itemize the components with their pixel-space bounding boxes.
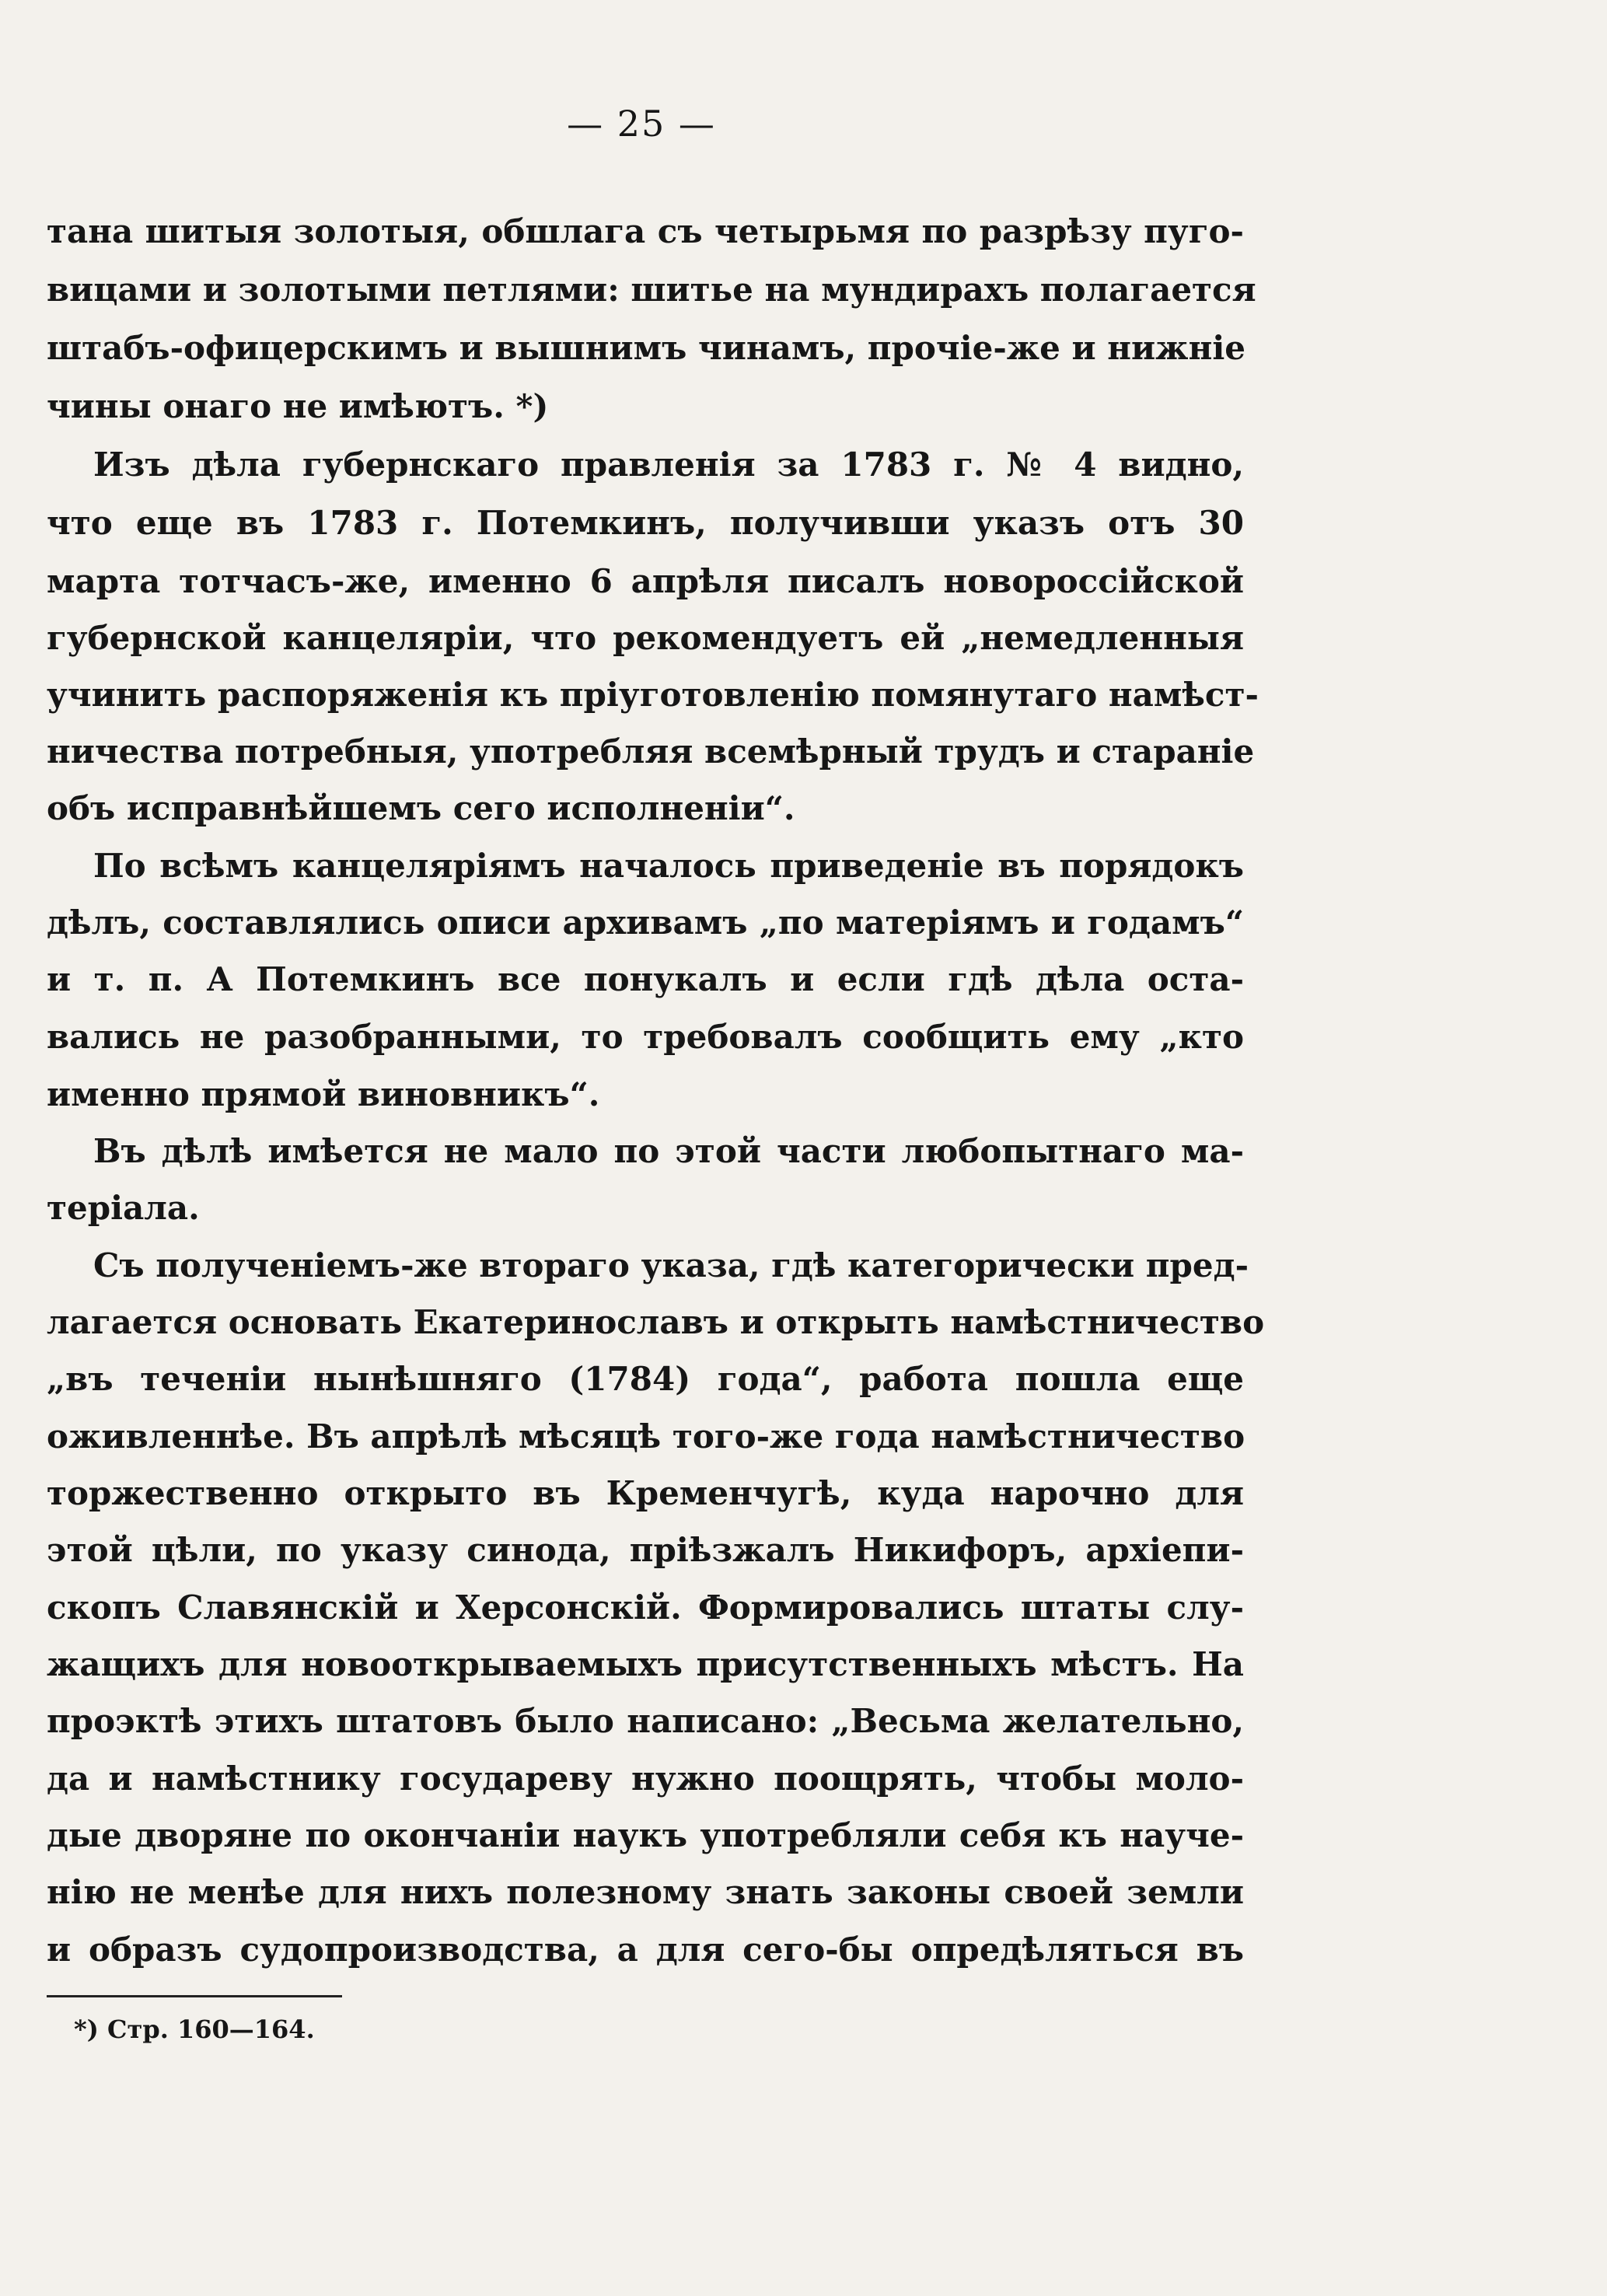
text-line: губернской канцеляріи, что рекомендуетъ ей „немедленныя [47,619,1244,657]
paragraph-start-line: Въ дѣлѣ имѣется не мало по этой части любопытнаго ма- [93,1132,1244,1170]
paragraph-start-line: По всѣмъ канцеляріямъ началось приведеніе въ порядокъ [93,847,1244,885]
text-line: нію не менѣе для нихъ полезному знать законы своей земли [47,1873,1244,1911]
text-line: штабъ-офицерскимъ и вышнимъ чинамъ, прочіе-же и нижніе [47,329,1246,367]
text-line: и образъ судопроизводства, а для сего-бы опредѣляться въ [47,1931,1244,1969]
text-line: дые дворяне по окончаніи наукъ употребляли себя къ науче- [47,1816,1244,1854]
text-line: марта тотчасъ-же, именно 6 апрѣля писалъ новороссійской [47,562,1244,600]
text-line: „въ теченіи нынѣшняго (1784) года“, работа пошла еще [47,1360,1244,1398]
paragraph-start-line: Съ полученіемъ-же втораго указа, гдѣ категорически пред- [93,1246,1249,1284]
page-number: — 25 — [567,103,716,145]
text-line: что еще въ 1783 г. Потемкинъ, получивши указъ отъ 30 [47,504,1244,542]
text-line: этой цѣли, по указу синода, пріѣзжалъ Никифоръ, архіепи- [47,1531,1244,1569]
text-line: вались не разобранными, то требовалъ сообщить ему „кто [47,1018,1244,1056]
text-line: теріала. [47,1189,200,1227]
text-line: лагается основать Екатеринославъ и открыть намѣстничество [47,1303,1265,1341]
text-line: ничества потребныя, употребляя всемѣрный трудъ и стараніе [47,732,1255,771]
text-line: жащихъ для новооткрываемыхъ присутственныхъ мѣстъ. На [47,1645,1244,1683]
text-line: скопъ Славянскій и Херсонскій. Формировались штаты слу- [47,1588,1244,1627]
footnote: *) Стр. 160—164. [74,2015,315,2044]
text-line: учинить распоряженія къ пріуготовленію помянутаго намѣст- [47,676,1259,714]
text-line: объ исправнѣйшемъ сего исполненіи“. [47,789,795,827]
text-line: вицами и золотыми петлями: шитье на мундирахъ полагается [47,271,1256,309]
text-line: торжественно открыто въ Кременчугѣ, куда нарочно для [47,1474,1244,1512]
text-line: тана шитыя золотыя, обшлага съ четырьмя по разрѣзу пуго- [47,212,1244,250]
text-line: чины онаго не имѣютъ. *) [47,387,549,425]
text-line: проэктѣ этихъ штатовъ было написано: „Весьма желательно, [47,1702,1244,1740]
text-line: именно прямой виновникъ“. [47,1075,600,1113]
text-line: да и намѣстнику государеву нужно поощрять, чтобы моло- [47,1760,1244,1798]
text-line: и т. п. А Потемкинъ все понукалъ и если гдѣ дѣла оста- [47,960,1244,998]
text-line: оживленнѣе. Въ апрѣлѣ мѣсяцѣ того-же года намѣстничество [47,1417,1245,1456]
footnote-divider [47,1995,342,1997]
paragraph-start-line: Изъ дѣла губернскаго правленія за 1783 г. № 4 видно, [93,446,1244,484]
text-line: дѣлъ, составлялись описи архивамъ „по матеріямъ и годамъ“ [47,903,1244,942]
